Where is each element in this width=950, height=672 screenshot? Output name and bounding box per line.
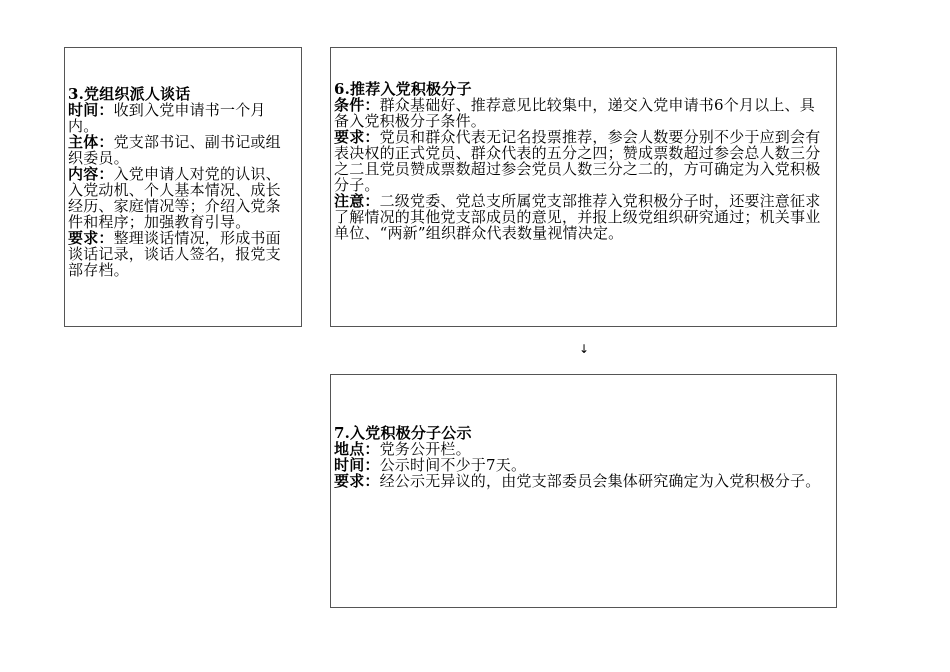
subject-label: 主体： xyxy=(68,133,114,151)
time-text: 收到入党申请书一个月内。 xyxy=(68,101,266,135)
step-3-requirement xyxy=(68,230,289,278)
step-3-time xyxy=(68,102,289,134)
step-7-location xyxy=(334,441,824,457)
requirement-label: 要求： xyxy=(68,229,114,247)
subject-text: 党支部书记、副书记或组织委员。 xyxy=(68,133,281,167)
step-7-time xyxy=(334,457,824,473)
requirement-text: 党员和群众代表无记名投票推荐，参会人数要分别不少于应到会有表决权的正式党员、群众代表的五分之四；赞成票数超过参会总人数三分之二且党员赞成票数超过参会党员人数三分之二的，方可确定为入党积极分子。 xyxy=(334,128,821,194)
step-7-box xyxy=(330,374,837,608)
requirement-label: 要求： xyxy=(334,472,380,490)
requirement-label: 要求： xyxy=(334,128,380,146)
content-text: 入党申请人对党的认识、入党动机、个人基本情况、成长经历、家庭情况等；介绍入党条件和程序；加强教育引导。 xyxy=(68,165,281,231)
step-3-title: 3.党组织派人谈话 xyxy=(68,85,191,103)
step-3-box xyxy=(64,47,302,327)
condition-label: 条件： xyxy=(334,96,380,114)
note-label: 注意： xyxy=(334,192,380,210)
step-7-title: 7.入党积极分子公示 xyxy=(334,424,472,442)
step-3-subject xyxy=(68,134,289,166)
step-6-box xyxy=(330,47,837,327)
requirement-text: 经公示无异议的，由党支部委员会集体研究确定为入党积极分子。 xyxy=(379,472,821,490)
time-label: 时间： xyxy=(334,456,380,474)
requirement-text: 整理谈话情况，形成书面谈话记录，谈话人签名，报党支部存档。 xyxy=(68,229,281,279)
step-3-content xyxy=(68,166,289,230)
location-label: 地点： xyxy=(334,440,380,458)
step-6-condition xyxy=(334,97,830,129)
location-text: 党务公开栏。 xyxy=(379,440,471,458)
content-label: 内容： xyxy=(68,165,114,183)
step-6-requirement xyxy=(334,129,830,193)
note-text: 二级党委、党总支所属党支部推荐入党积极分子时，还要注意征求了解情况的其他党支部成员的意见，并报上级党组织研究通过；机关事业单位、“两新”组织群众代表数量视情决定。 xyxy=(334,192,821,242)
step-6-note xyxy=(334,193,830,241)
time-label: 时间： xyxy=(68,101,114,119)
down-arrow-icon: ↓ xyxy=(579,342,590,356)
step-7-requirement xyxy=(334,473,824,489)
time-text: 公示时间不少于7天。 xyxy=(379,456,527,474)
condition-text: 群众基础好、推荐意见比较集中，递交入党申请书6个月以上、具备入党积极分子条件。 xyxy=(334,96,815,130)
step-6-title: 6.推荐入党积极分子 xyxy=(334,80,472,98)
